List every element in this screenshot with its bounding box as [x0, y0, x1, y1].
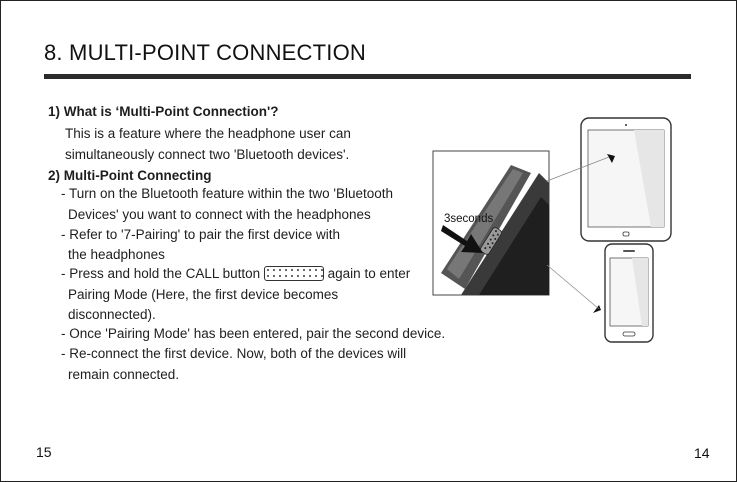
left-page-number: 15 — [36, 444, 52, 460]
step-4-line-1: - Once 'Pairing Mode' has been entered, pair the second device. — [61, 326, 446, 341]
connection-line-phone — [547, 265, 599, 309]
call-button-icon — [264, 266, 324, 281]
step-3-text-before: - Press and hold the CALL button — [61, 266, 261, 281]
step-3-line-3: disconnected). — [68, 307, 156, 322]
step-2-line-1: - Refer to '7-Pairing' to pair the first device with — [61, 227, 341, 242]
question-1-heading: 1) What is ‘Multi-Point Connection'? — [48, 104, 279, 119]
multipoint-illustration — [421, 113, 721, 353]
step-5-line-2: remain connected. — [68, 367, 180, 382]
question-2-heading: 2) Multi-Point Connecting — [48, 168, 212, 183]
step-1-line-1: - Turn on the Bluetooth feature within the two 'Bluetooth — [61, 186, 394, 201]
step-1-line-2: Devices' you want to connect with the headphones — [68, 207, 371, 222]
title-divider — [44, 74, 691, 79]
section-title: 8. MULTI-POINT CONNECTION — [44, 40, 366, 65]
answer-1-line-2: simultaneously connect two 'Bluetooth devices'. — [65, 147, 350, 162]
step-3-line-2: Pairing Mode (Here, the first device becomes — [68, 287, 339, 302]
answer-1-line-1: This is a feature where the headphone user can — [65, 126, 351, 141]
step-3-line-1 — [61, 266, 410, 281]
right-page-number: 14 — [694, 445, 710, 461]
step-5-line-1: - Re-connect the first device. Now, both of the devices will — [61, 346, 407, 361]
step-3-text-after: again to enter — [327, 266, 411, 281]
step-2-line-2: the headphones — [68, 247, 165, 262]
hold-duration-label: 3seconds — [444, 213, 494, 225]
